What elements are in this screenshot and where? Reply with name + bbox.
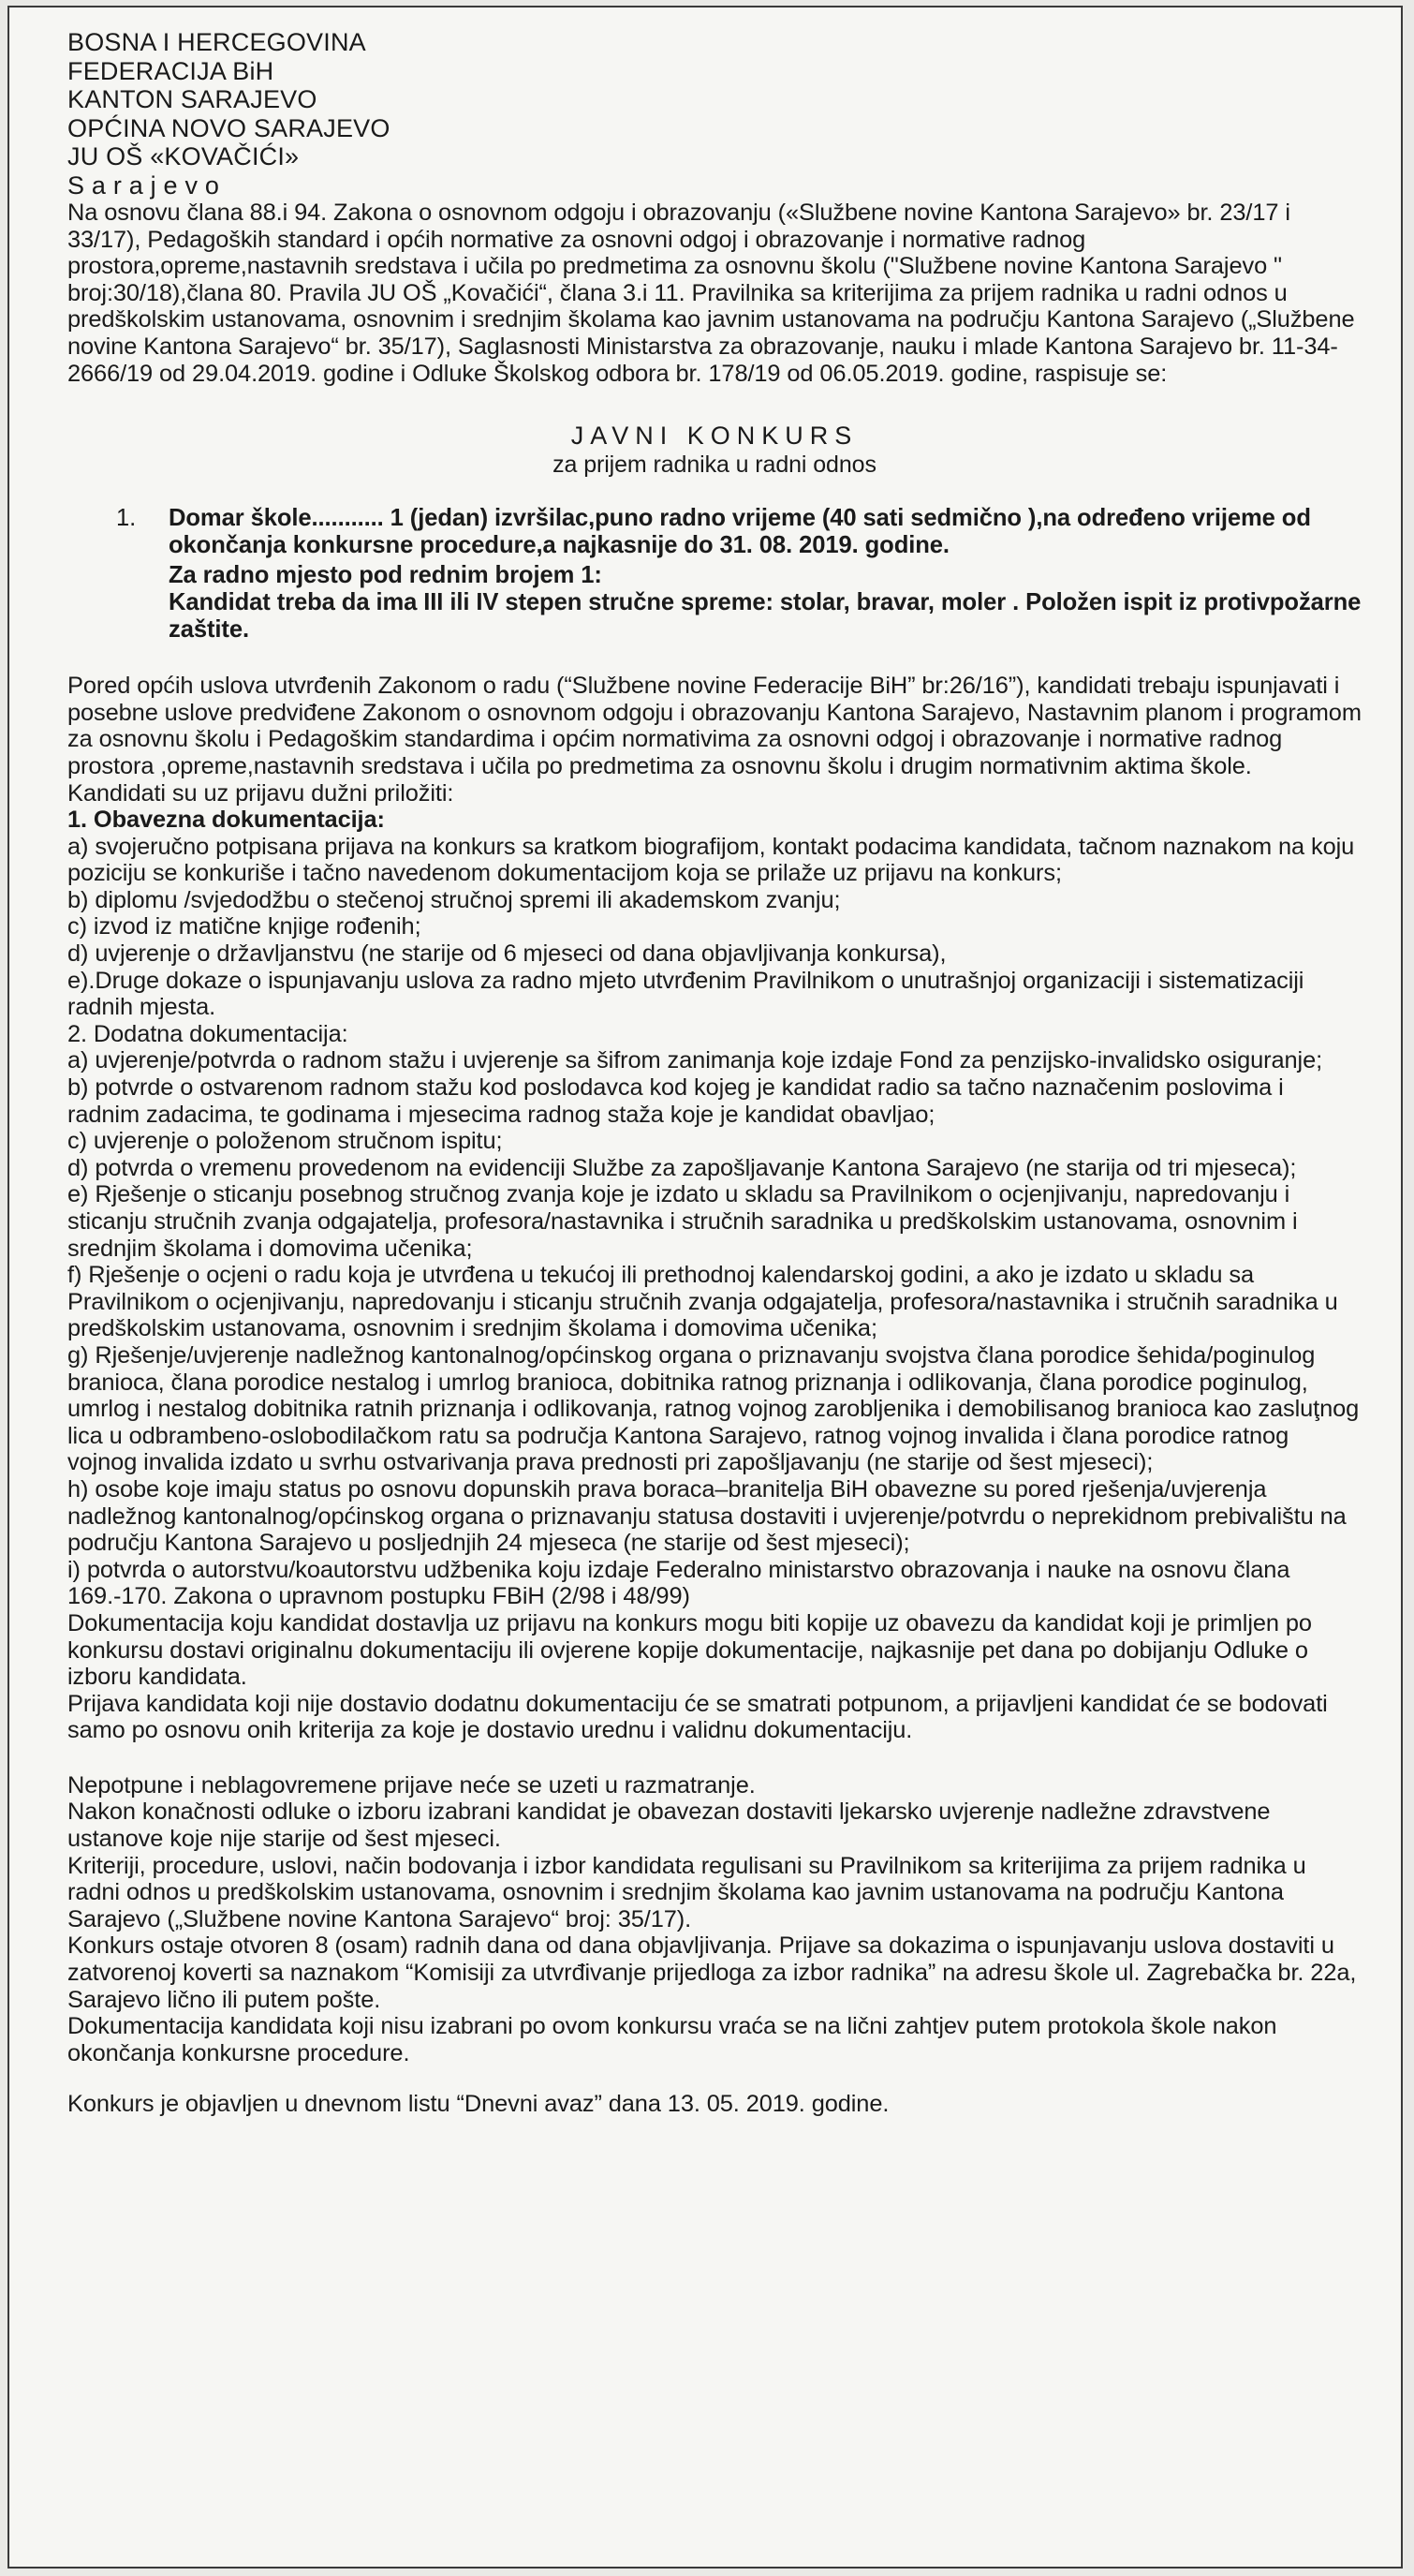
closing-medical: Nakon konačnosti odluke o izboru izabrani kandidat je obavezan dostaviti ljekarsko uvjerenje nadležne zdravstvene ustanove koje nije starije od šest mjeseci. <box>67 1799 1271 1853</box>
additional-doc-i: i) potvrda o autorstvu/koautorstvu udžbenika koju izdaje Federalno ministarstvo obrazovanja i nauke na osnovu člana 169.-170. Zakona o upravnom postupku FBiH (2/98 i 48/99) <box>67 1556 1290 1610</box>
additional-doc-c: c) uvjerenje o položenom stručnom ispitu; <box>67 1128 503 1155</box>
document-content <box>67 28 1362 2118</box>
additional-doc-h: h) osobe koje imaju status po osnovu dopunskih prava boraca–branitelja BiH obavezne su pored rješenja/uvjerenja nadležnog kantonalnog/općinskog organa o priznavanju statusa dostaviti i uvjerenje/potvrdu o neprekidnom prebivalištu na području Kantona Sarajevo u posljednjih 24 mjeseca (ne starije od šest mjeseci); <box>67 1475 1347 1557</box>
intro-section <box>67 200 1362 387</box>
title-block <box>67 421 1362 479</box>
position-requirements-text: Kandidat treba da ima III ili IV stepen stručne spreme: stolar, bravar, moler . Položen ispit iz protivpožarne zaštite. <box>169 588 1362 643</box>
section-gap <box>67 1744 1362 1772</box>
letterhead-country: BOSNA I HERCEGOVINA <box>67 28 366 56</box>
incomplete-scoring-note: Prijava kandidata koji nije dostavio dodatnu dokumentaciju će se smatrati potpunom, a prijavljeni kandidat će se bodovati samo po osnovu onih kriterija za koje je dostavio urednu i validnu dokumentaciju. <box>67 1690 1328 1744</box>
intro-paragraph: Na osnovu člana 88.i 94. Zakona o osnovnom odgoju i obrazovanju («Službene novine Kantona Sarajevo» br. 23/17 i 33/17), Pedagoških standard i općih normative za osnovni odgoj i obrazovanje i normative radnog prostora,opreme,nastavnih sredstava i učila po predmetima za osnovnu školu ("Službene novine Kantona Sarajevo " broj:30/18),člana 80. Pravila JU OŠ „Kovačići“, člana 3.i 11. Pravilnika sa kriterijima za prijem radnika u radni odnos u predškolskim ustanovama, osnovnim i srednjim školama kao javnim ustanovama na području Kantona Sarajevo („Službene novine Kantona Sarajevo“ br. 35/17), Saglasnosti Ministarstva za obrazovanje, nauku i mlade Kantona Sarajevo br. 11-34-2666/19 od 29.04.2019. godine i Odluke Školskog odbora br. 178/19 od 06.05.2019. godine, raspisuje se: <box>67 200 1355 387</box>
mandatory-docs-heading: 1. Obavezna dokumentacija: <box>67 807 385 834</box>
document-page <box>7 6 1403 2569</box>
additional-doc-d: d) potvrda o vremenu provedenom na evidenciji Službe za zapošljavanje Kantona Sarajevo (ne starija od tri mjeseca); <box>67 1154 1297 1181</box>
mandatory-doc-e: e).Druge dokaze o ispunjavanju uslova za radno mjeto utvrđenim Pravilnikom o unutrašnjoj organizaciji i sistematizaciji radnih mjesta. <box>67 967 1304 1021</box>
additional-doc-e: e) Rješenje o sticanju posebnog stručnog zvanja koje je izdato u skladu sa Pravilnikom o ocjenjivanju, napredovanju i sticanju stručnih zvanja odgajatelja, profesora/nastavnika i stručnih saradnika u predškolskim ustanovama, osnovnim i srednjim školama i domovima učenika; <box>67 1181 1298 1262</box>
general-conditions: Pored općih uslova utvrđenih Zakonom o radu (“Službene novine Federacije BiH” br:26/16”), kandidati trebaju ispunjavati i posebne uslove predviđene Zakonom o osnovnom odgoju i obrazovanju Kantona Sarajevo, Nastavnim planom i programom za osnovnu školu i Pedagoškim standardima i općim normativima za osnovni odgoj i obrazovanje i normative radnog prostora ,opreme,nastavnih sredstava i učila po predmetima za osnovnu školu i drugim normativnim aktima škole. <box>67 673 1362 779</box>
position-description: Domar škole........... 1 (jedan) izvršilac,puno radno vrijeme (40 sati sedmično ),na određeno vrijeme od okončanja konkursne procedure,a najkasnije do 31. 08. 2019. godine. <box>169 505 1311 558</box>
conditions-section <box>67 673 1362 1744</box>
document-title: JAVNI KONKURS <box>570 422 859 451</box>
mandatory-doc-a: a) svojeručno potpisana prijava na konkurs sa kratkom biografijom, kontakt podacima kandidata, tačnom naznakom na koju poziciju se konkuriše i tačno navedenom dokumentacijom koja se prilaže uz prijavu na konkurs; <box>67 833 1355 887</box>
additional-doc-f: f) Rješenje o ocjeni o radu koja je utvrđena u tekućoj ili prethodnoj kalendarskoj godini, a ako je izdato u skladu sa Pravilnikom o ocjenjivanju, napredovanju i sticanju stručnih zvanja odgajatelja, profesora/nastavnika i stručnih saradnika u predškolskim ustanovama, osnovnim i srednjim školama i domovima učenika; <box>67 1262 1338 1342</box>
additional-doc-b: b) potvrde o ostvarenom radnom stažu kod poslodavca kod kojeg je kandidat radio sa tačno naznačenim poslovima i radnim zadacima, te godinama i mjesecima radnog staža koje je kandidat obavljao; <box>67 1074 1284 1128</box>
letterhead-entity: FEDERACIJA BiH <box>67 56 274 85</box>
mandatory-doc-b: b) diplomu /svjedodžbu o stečenoj stručnoj spremi ili akademskom zvanju; <box>67 886 841 913</box>
letterhead-city: S a r a j e v o <box>67 170 220 200</box>
letterhead <box>67 28 1362 200</box>
additional-docs-heading: 2. Dodatna dokumentacija: <box>67 1020 348 1047</box>
letterhead-municipality: OPĆINA NOVO SARAJEVO <box>67 113 390 142</box>
mandatory-doc-d: d) uvjerenje o državljanstvu (ne starije od 6 mjeseci od dana objavljivanja konkursa), <box>67 940 947 968</box>
documents-intro: Kandidati su uz prijavu dužni priložiti: <box>67 779 454 807</box>
publication-note: Konkurs je objavljen u dnevnom listu “Dnevni avaz” dana 13. 05. 2019. godine. <box>67 2091 890 2118</box>
closing-criteria: Kriteriji, procedure, uslovi, način bodovanja i izbor kandidata regulisani su Pravilnikom sa kriterijima za prijem radnika u radni odnos u predškolskim ustanovama, osnovnim i srednjim školama kao javnim ustanovama na području Kantona Sarajevo („Službene novine Kantona Sarajevo“ broj: 35/17). <box>67 1852 1306 1932</box>
additional-doc-g: g) Rješenje/uvjerenje nadležnog kantonalnog/općinskog organa o priznavanju svojstva člana porodice šehida/poginulog branioca, člana porodice nestalog i umrlog branioca, dobitnika ratnog priznanja i odlikovanja, člana porodice poginulog, umrlog i nestalog dobitnika ratnih priznanja i odlikovanja, ratnog vojnog zarobljenika i demobilisanog branioca kao zasluţnog lica u odbrambeno-oslobodilačkom ratu sa područja Kantona Sarajevo, ratnog vojnog invalida i člana porodice ratnog vojnog invalida izdato u svrhu ostvarivanja prava prednosti pri zapošljavanju (ne starije od šest mjeseci); <box>67 1341 1360 1476</box>
closing-return-docs: Dokumentacija kandidata koji nisu izabrani po ovom konkursu vraća se na lični zahtjev putem protokola škole nakon okončanja konkursne procedure. <box>67 2013 1277 2066</box>
position-number: 1. <box>116 505 137 532</box>
closing-section <box>67 1772 1362 2067</box>
additional-doc-a: a) uvjerenje/potvrda o radnom stažu i uvjerenje sa šifrom zanimanja koje izdaje Fond za penzijsko-invalidsko osiguranje; <box>67 1047 1323 1074</box>
closing-deadline: Konkurs ostaje otvoren 8 (osam) radnih dana od dana objavljivanja. Prijave sa dokazima o ispunjavanju uslova dostaviti u zatvorenoj koverti sa naznakom “Komisiji za utvrđivanje prijedloga za izbor radnika” na adresu škole ul. Zagrebačka br. 22a, Sarajevo lično ili putem pošte. <box>67 1932 1357 2013</box>
closing-incomplete: Nepotpune i neblagovremene prijave neće se uzeti u razmatranje. <box>67 1771 756 1799</box>
letterhead-school: JU OŠ «KOVAČIĆI» <box>67 142 300 170</box>
copies-note: Dokumentacija koju kandidat dostavlja uz prijavu na konkurs mogu biti kopije uz obavezu da kandidat koji je primljen po konkursu dostavi originalnu dokumentaciju ili ovjerene kopije dokumentacije, najkasnije pet dana po dobijanju Odluke o izboru kandidata. <box>67 1609 1312 1691</box>
mandatory-doc-c: c) izvod iz matične knjige rođenih; <box>67 913 421 940</box>
document-subtitle: za prijem radnika u radni odnos <box>552 452 876 479</box>
letterhead-canton: KANTON SARAJEVO <box>67 85 317 113</box>
position-requirements-title: Za radno mjesto pod rednim brojem 1: <box>169 562 602 589</box>
position-item <box>67 505 1362 643</box>
